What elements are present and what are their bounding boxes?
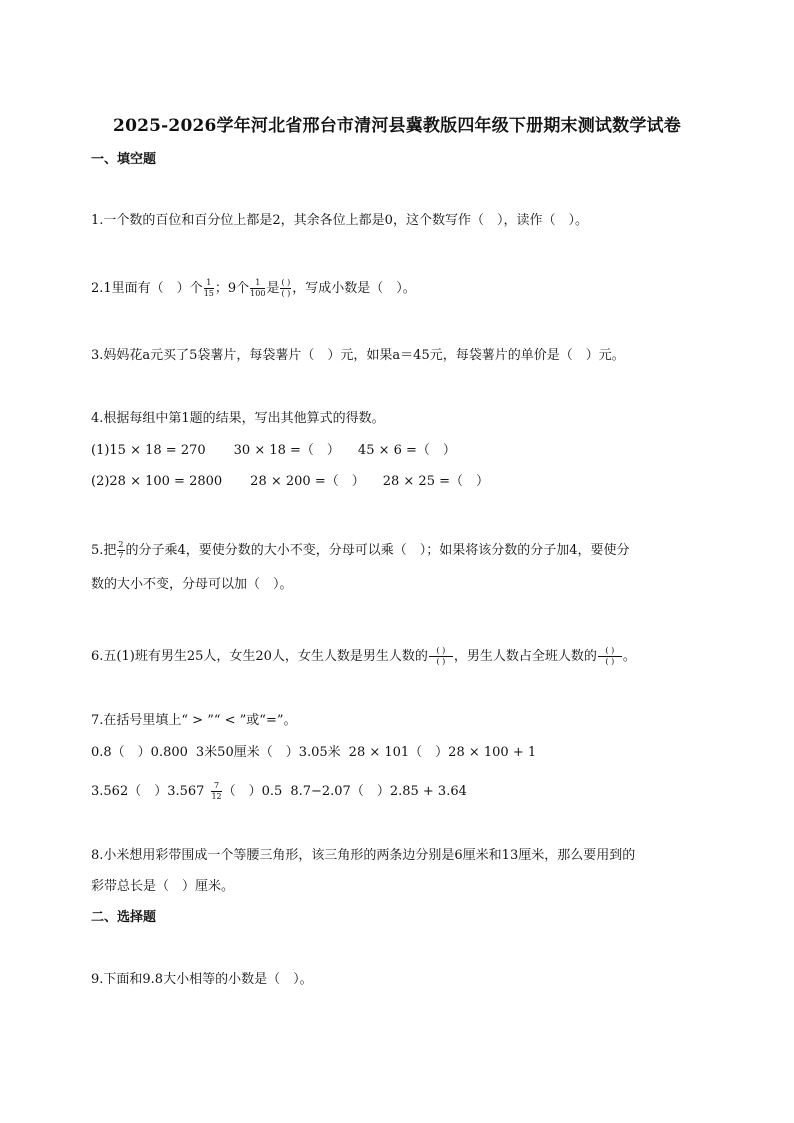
question-8-line-2: 彩带总长是（ ）厘米。 [91, 879, 235, 894]
q6-f1-denominator: ( ) [436, 657, 446, 666]
q2-fraction-2 [250, 279, 265, 298]
question-9: 9.下面和9.8大小相等的小数是（ ）。 [91, 972, 313, 987]
q2-f2-numerator: 1 [250, 279, 265, 289]
q6-text-c: 。 [622, 649, 636, 664]
q6-f2-numerator: ( ) [598, 647, 622, 657]
q7-r1-item-3: 28 × 101（ ）28 × 100 + 1 [348, 745, 537, 760]
q4-r2-item-2: 28 × 25 =（ ） [382, 474, 489, 489]
question-1: 1.一个数的百位和百分位上都是2，其余各位上都是0，这个数写作（ ），读作（ ）。 [91, 213, 588, 228]
question-4-row-1 [91, 444, 456, 457]
q5-numerator: 2 [118, 540, 124, 549]
q4-r1-item-1: 30 × 18 =（ ） [233, 443, 340, 458]
q2-f3-denominator: ( ) [281, 289, 291, 298]
q5-text-b: 的分子乘4，要使分数的大小不变，分母可以乘（ ）；如果将该分数的分子加4，要使分 [125, 543, 630, 558]
q7-r2-item-2: （ ）0.5 [222, 784, 283, 799]
q2-text-a: 2.1里面有（ ）个 [91, 281, 203, 296]
q4-r2-item-1: 28 × 200 =（ ） [250, 474, 365, 489]
q7-r1-item-2: 3米50厘米（ ）3.05米 [195, 745, 341, 760]
page-title: 2025-2026学年河北省邢台市清河县冀教版四年级下册期末测试数学试卷 [113, 116, 681, 136]
q2-text-c: 是 [266, 281, 280, 296]
q2-f1-denominator: 15 [203, 289, 214, 298]
question-4-row-2 [91, 475, 489, 488]
q7-r2-item-3: 8.7−2.07（ ）2.85 + 3.64 [290, 784, 467, 799]
question-2 [91, 279, 416, 298]
q4-r2-given: (2)28 × 100 = 2800 [91, 474, 223, 489]
q5-denominator: 7 [118, 551, 124, 560]
q6-f2-denominator: ( ) [605, 657, 615, 666]
section-fill-blank-heading: 一、填空题 [91, 152, 157, 167]
question-8-line-1: 8.小米想用彩带围成一个等腰三角形，该三角形的两条边分别是6厘米和13厘米，那么要用到的 [91, 848, 636, 863]
question-7-row-1 [91, 746, 536, 759]
q6-text-b: ，男生人数占全班人数的 [453, 649, 597, 664]
question-4-intro: 4.根据每组中第1题的结果，写出其他算式的得数。 [91, 411, 385, 426]
q7-r2-item-1: 3.562（ ）3.567 [91, 784, 205, 799]
q2-fraction-1 [204, 279, 214, 298]
q6-f1-numerator: ( ) [429, 647, 453, 657]
section-choice-heading: 二、选择题 [91, 910, 157, 925]
q6-text-a: 6.五(1)班有男生25人，女生20人，女生人数是男生人数的 [91, 649, 428, 664]
q4-r1-given: (1)15 × 18 = 270 [91, 443, 206, 458]
q7-numerator: 7 [211, 782, 221, 792]
q2-f2-denominator: 100 [250, 289, 266, 298]
q2-text-b: ；9个 [214, 281, 250, 296]
q2-fraction-3 [280, 279, 291, 298]
question-7-row-2 [91, 782, 467, 801]
q2-f1-numerator: 1 [204, 279, 214, 289]
q6-fraction-2 [598, 647, 622, 666]
question-6 [91, 647, 636, 666]
q2-f3-numerator: ( ) [281, 278, 291, 287]
q5-fraction [117, 541, 124, 560]
q7-r1-item-1: 0.8（ ）0.800 [91, 745, 188, 760]
q7-fraction [211, 782, 221, 801]
q4-r1-item-2: 45 × 6 =（ ） [357, 443, 456, 458]
question-3: 3.妈妈花a元买了5袋薯片，每袋薯片（ ）元，如果a＝45元，每袋薯片的单价是（ ）元。 [91, 348, 625, 363]
q2-text-d: ，写成小数是（ ）。 [292, 281, 416, 296]
q7-denominator: 12 [211, 792, 222, 801]
q6-fraction-1 [429, 647, 453, 666]
q5-text-a: 5.把 [91, 543, 117, 558]
question-5-line-2: 数的大小不变，分母可以加（ ）。 [91, 577, 293, 592]
question-5-line-1 [91, 541, 630, 560]
question-7-intro: 7.在括号里填上“ > ”“ < ”或“=”。 [91, 713, 297, 728]
